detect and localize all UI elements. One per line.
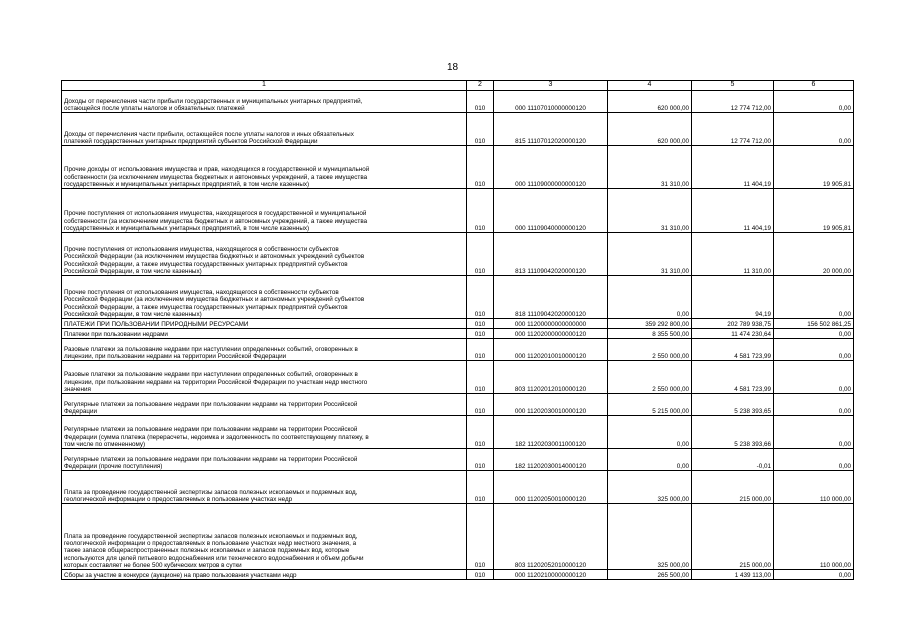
- row-name: Доходы от перечисления части прибыли, остающейся после уплаты налогов и иных обязательных платежей государственных унитарных предприятий субъектов Российской Федерации: [62, 113, 467, 146]
- table-row: [62, 319, 854, 329]
- row-name: Платежи при пользовании недрами: [62, 329, 467, 339]
- column-header: 1: [62, 81, 467, 91]
- row-amount-planned: 325 000,00: [608, 504, 692, 570]
- row-amount-executed: 5 238 393,65: [692, 394, 774, 416]
- row-amount-executed: 5 238 393,66: [692, 416, 774, 449]
- row-amount-planned: 620 000,00: [608, 91, 692, 113]
- row-name: Прочие доходы от использования имущества и прав, находящихся в государственной и муниципальной собственности (за исключением имущества бюджетных и автономных учреждений, а также имущества государственных и муниципальных унитарных предприятий, в том числе казенных): [62, 146, 467, 189]
- row-amount-remaining: 0,00: [774, 416, 854, 449]
- row-name: Прочие поступления от использования имущества, находящегося в собственности субъектов Российской Федерации (за исключением имущества бюджетных и автономных учреждений субъектов Российской Федерации, а также имущества государственных унитарных предприятий субъектов Российской Федерации, в том числе казенных): [62, 233, 467, 276]
- row-amount-remaining: 0,00: [774, 339, 854, 361]
- table-row: [62, 449, 854, 471]
- row-amount-executed: 11 310,00: [692, 233, 774, 276]
- row-line-code: 010: [467, 361, 494, 394]
- row-amount-remaining: 0,00: [774, 394, 854, 416]
- row-budget-code: 000 11107010000000120: [494, 91, 608, 113]
- row-name: Регулярные платежи за пользование недрами при пользовании недрами на территории Российской Федерации: [62, 394, 467, 416]
- row-name: Разовые платежи за пользование недрами при наступлении определенных событий, оговоренных в лицензии, при пользовании недрами на территории Российской Федерации: [62, 339, 467, 361]
- row-line-code: 010: [467, 91, 494, 113]
- row-budget-code: 000 11202100000000120: [494, 570, 608, 580]
- column-header: 6: [774, 81, 854, 91]
- row-line-code: 010: [467, 416, 494, 449]
- row-line-code: 010: [467, 471, 494, 504]
- row-amount-remaining: 0,00: [774, 449, 854, 471]
- row-amount-executed: 12 774 712,00: [692, 91, 774, 113]
- row-amount-planned: 2 550 000,00: [608, 339, 692, 361]
- row-budget-code: 803 11202012010000120: [494, 361, 608, 394]
- row-amount-executed: -0,01: [692, 449, 774, 471]
- column-header: 3: [494, 81, 608, 91]
- row-budget-code: 000 11202050010000120: [494, 471, 608, 504]
- row-budget-code: 818 11109042020000120: [494, 276, 608, 319]
- row-name: Регулярные платежи за пользование недрами при пользовании недрами на территории Российской Федерации (прочие поступления): [62, 449, 467, 471]
- row-amount-planned: 265 500,00: [608, 570, 692, 580]
- row-name: Прочие поступления от использования имущества, находящегося в государственной и муниципальной собственности (за исключением имущества бюджетных и автономных учреждений, а также имущества государственных и муниципальных унитарных предприятий, в том числе казенных): [62, 189, 467, 233]
- row-amount-executed: 215 000,00: [692, 471, 774, 504]
- row-budget-code: 000 11202010010000120: [494, 339, 608, 361]
- table-row: [62, 416, 854, 449]
- row-amount-planned: 0,00: [608, 276, 692, 319]
- row-budget-code: 000 11109000000000120: [494, 146, 608, 189]
- row-amount-remaining: 0,00: [774, 91, 854, 113]
- row-name: Регулярные платежи за пользование недрами при пользовании недрами на территории Российской Федерации (сумма платежа (перерасчеты, недоимка и задолженность по соответствующему платежу, в том числе по отмененному): [62, 416, 467, 449]
- row-name: Плата за проведение государственной экспертизы запасов полезных ископаемых и подземных вод, геологической информации о предоставляемых в пользование участках недр местного значения, а также запасов общераспространенных полезных ископаемых и запасов подземных вод, которые используются для целей питьевого водоснабжения или технического водоснабжения и объем добычи которых составляет не более 500 кубических метров в сутки: [62, 504, 467, 570]
- table-row: [62, 189, 854, 233]
- table-row: [62, 361, 854, 394]
- header-row: [62, 81, 854, 91]
- row-amount-executed: 94,19: [692, 276, 774, 319]
- column-header: 5: [692, 81, 774, 91]
- table-row: [62, 394, 854, 416]
- row-line-code: 010: [467, 570, 494, 580]
- row-line-code: 010: [467, 339, 494, 361]
- row-name: Сборы за участие в конкурсе (аукционе) на право пользования участками недр: [62, 570, 467, 580]
- row-amount-remaining: 110 000,00: [774, 471, 854, 504]
- row-amount-remaining: 110 000,00: [774, 504, 854, 570]
- row-budget-code: 000 11202030010000120: [494, 394, 608, 416]
- row-budget-code: 000 11202000000000120: [494, 329, 608, 339]
- row-amount-remaining: 19 905,81: [774, 189, 854, 233]
- table-row: [62, 233, 854, 276]
- row-line-code: 010: [467, 276, 494, 319]
- column-header: 2: [467, 81, 494, 91]
- table-row: [62, 504, 854, 570]
- row-line-code: 010: [467, 113, 494, 146]
- row-budget-code: 803 11202052010000120: [494, 504, 608, 570]
- row-amount-executed: 1 439 113,00: [692, 570, 774, 580]
- row-amount-executed: 215 000,00: [692, 504, 774, 570]
- row-line-code: 010: [467, 146, 494, 189]
- row-amount-remaining: 0,00: [774, 329, 854, 339]
- page-number: 18: [446, 62, 459, 73]
- row-name: Плата за проведение государственной экспертизы запасов полезных ископаемых и подземных вод, геологической информации о предоставляемых в пользование участках недр: [62, 471, 467, 504]
- row-name: ПЛАТЕЖИ ПРИ ПОЛЬЗОВАНИИ ПРИРОДНЫМИ РЕСУРСАМИ: [62, 319, 467, 329]
- row-amount-remaining: 19 905,81: [774, 146, 854, 189]
- row-line-code: 010: [467, 233, 494, 276]
- row-budget-code: 815 11107012020000120: [494, 113, 608, 146]
- row-amount-planned: 31 310,00: [608, 189, 692, 233]
- row-amount-executed: 202 789 938,75: [692, 319, 774, 329]
- row-amount-remaining: 0,00: [774, 570, 854, 580]
- row-line-code: 010: [467, 394, 494, 416]
- row-amount-remaining: 0,00: [774, 113, 854, 146]
- row-amount-executed: 4 581 723,99: [692, 339, 774, 361]
- row-amount-planned: 31 310,00: [608, 233, 692, 276]
- row-budget-code: 000 11200000000000000: [494, 319, 608, 329]
- row-amount-planned: 325 000,00: [608, 471, 692, 504]
- row-name: Разовые платежи за пользование недрами при наступлении определенных событий, оговоренных в лицензии, при пользовании недрами на территории Российской Федерации по участкам недр местного значения: [62, 361, 467, 394]
- table-row: [62, 91, 854, 113]
- row-line-code: 010: [467, 504, 494, 570]
- row-amount-executed: 11 404,19: [692, 146, 774, 189]
- row-line-code: 010: [467, 189, 494, 233]
- row-amount-planned: 0,00: [608, 449, 692, 471]
- row-line-code: 010: [467, 449, 494, 471]
- row-line-code: 010: [467, 319, 494, 329]
- row-budget-code: 000 11109040000000120: [494, 189, 608, 233]
- table-row: [62, 146, 854, 189]
- row-amount-planned: 620 000,00: [608, 113, 692, 146]
- row-amount-remaining: 20 000,00: [774, 233, 854, 276]
- row-amount-executed: 11 474 230,64: [692, 329, 774, 339]
- row-amount-planned: 5 215 000,00: [608, 394, 692, 416]
- row-amount-executed: 11 404,19: [692, 189, 774, 233]
- row-amount-remaining: 0,00: [774, 276, 854, 319]
- row-amount-remaining: 0,00: [774, 361, 854, 394]
- income-report-table: [61, 80, 854, 580]
- table-row: [62, 113, 854, 146]
- row-amount-planned: 359 292 800,00: [608, 319, 692, 329]
- row-name: Прочие поступления от использования имущества, находящегося в собственности субъектов Российской Федерации (за исключением имущества бюджетных и автономных учреждений субъектов Российской Федерации, а также имущества государственных унитарных предприятий субъектов Российской Федерации, в том числе казенных): [62, 276, 467, 319]
- row-budget-code: 182 11202030011000120: [494, 416, 608, 449]
- row-amount-executed: 12 774 712,00: [692, 113, 774, 146]
- table-row: [62, 570, 854, 580]
- row-amount-remaining: 156 502 861,25: [774, 319, 854, 329]
- table-row: [62, 471, 854, 504]
- table-row: [62, 339, 854, 361]
- row-budget-code: 813 11109042020000120: [494, 233, 608, 276]
- row-amount-executed: 4 581 723,99: [692, 361, 774, 394]
- row-name: Доходы от перечисления части прибыли государственных и муниципальных унитарных предприятий, остающейся после уплаты налогов и обязательных платежей: [62, 91, 467, 113]
- row-amount-planned: 2 550 000,00: [608, 361, 692, 394]
- row-amount-planned: 0,00: [608, 416, 692, 449]
- table-row: [62, 276, 854, 319]
- row-amount-planned: 8 355 500,00: [608, 329, 692, 339]
- row-amount-planned: 31 310,00: [608, 146, 692, 189]
- row-line-code: 010: [467, 329, 494, 339]
- table-row: [62, 329, 854, 339]
- row-budget-code: 182 11202030014000120: [494, 449, 608, 471]
- column-header: 4: [608, 81, 692, 91]
